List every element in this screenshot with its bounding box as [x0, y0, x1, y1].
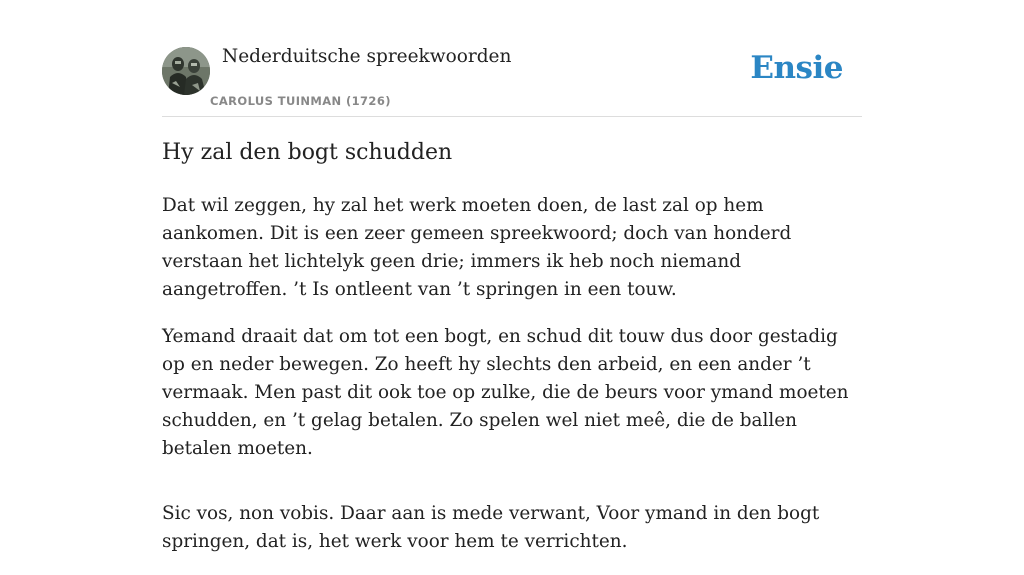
- author-label[interactable]: CAROLUS TUINMAN (1726): [210, 94, 391, 108]
- brand-logo[interactable]: Ensie: [750, 50, 843, 86]
- book-title[interactable]: Nederduitsche spreekwoorden: [222, 46, 512, 67]
- entry-body: [162, 192, 862, 575]
- entry-title: Hy zal den bogt schudden: [162, 140, 453, 165]
- header: [162, 0, 862, 117]
- page-container: [162, 0, 862, 552]
- paragraph: Sic vos, non vobis. Daar aan is mede verwant, Voor ymand in den bogt springen, dat is, het werk voor hem te verrichten.: [162, 503, 820, 552]
- paragraph: Dat wil zeggen, hy zal het werk moeten doen, de last zal op hem aankomen. Dit is een zeer gemeen spreekwoord; doch van honderd verstaan het lichtelyk geen drie; immers ik heb noch niemand aangetroffen. ’t Is ontleent van ’t springen in een touw.: [162, 195, 792, 300]
- paragraph: Yemand draait dat om tot een bogt, en schud dit touw dus door gestadig op en neder bewegen. Zo heeft hy slechts den arbeid, en een ander ’t vermaak. Men past dit ook toe op zulke, die de beurs voor ymand moeten schudden, en ’t gelag betalen. Zo spelen wel niet meê, die de ballen betalen moeten.: [162, 326, 849, 459]
- author-portrait-icon: [162, 47, 210, 95]
- author-avatar[interactable]: [162, 47, 210, 95]
